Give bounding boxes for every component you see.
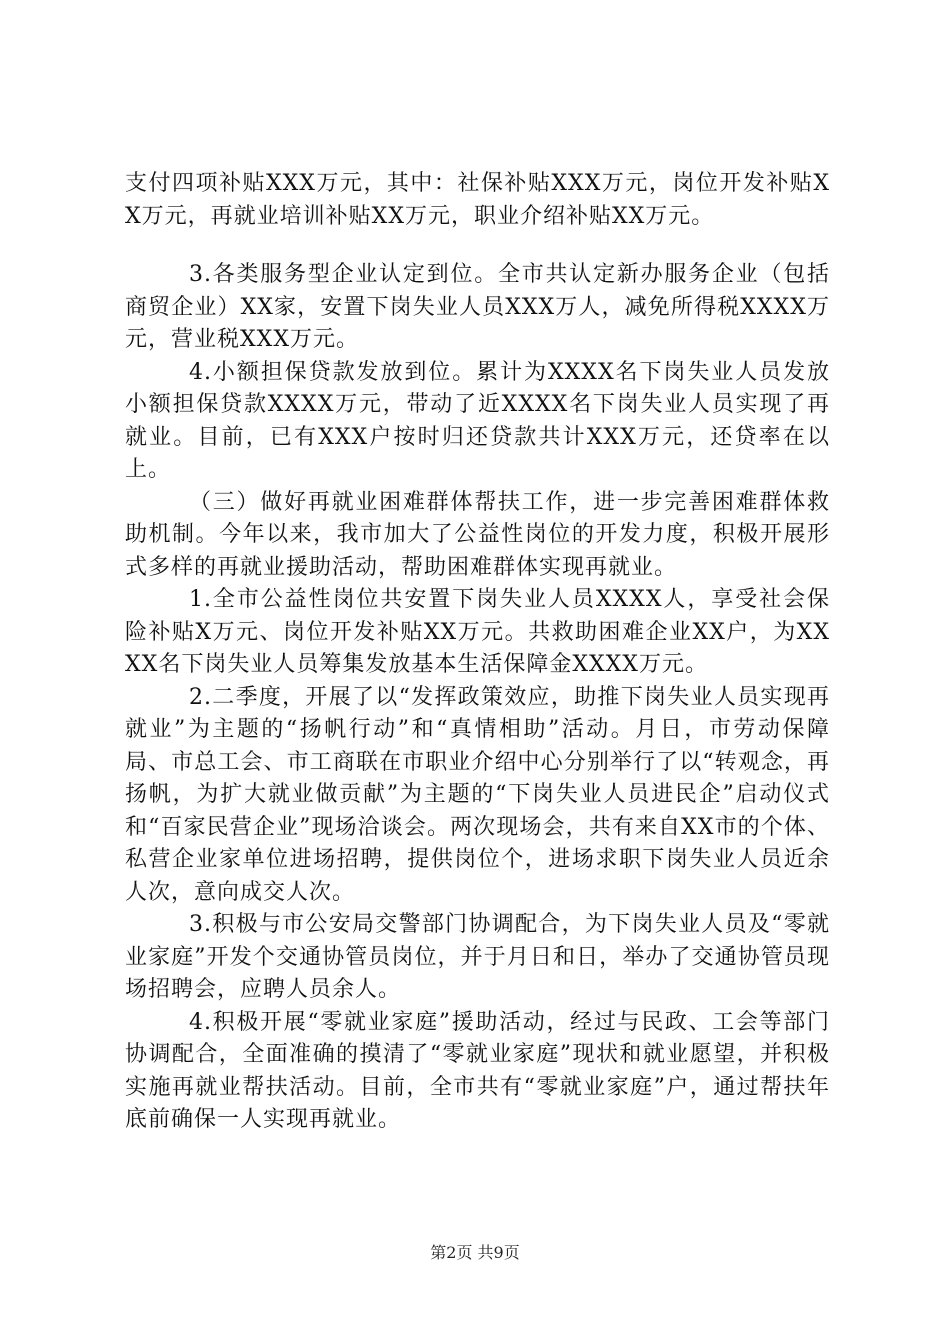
paragraph-second-quarter-activities: 2.二季度，开展了以“发挥政策效应，助推下岗失业人员实现再就业”为主题的“扬帆行动”和“真情相助”活动。月日，市劳动保障局、市总工会、市工商联在市职业介绍中心分别举行了以“转观念，再扬帆，为扩大就业做贡献”为主题的“下岗失业人员进民企”启动仪式和“百家民营企业”现场洽谈会。两次现场会，共有来自XX市的个体、私营企业家单位进场招聘，提供岗位个，进场求职下岗失业人员近余人次，意向成交人次。	[125, 684, 830, 905]
paragraph-zero-employment-families: 4.积极开展“零就业家庭”援助活动，经过与民政、工会等部门协调配合，全面准确的摸清了“零就业家庭”现状和就业愿望，并积极实施再就业帮扶活动。目前，全市共有“零就业家庭”户，通过帮扶年底前确保一人实现再就业。	[125, 1009, 830, 1132]
paragraph-subsidy-summary: 支付四项补贴XXX万元，其中：社保补贴XXX万元，岗位开发补贴XX万元，再就业培训补贴XX万元，职业介绍补贴XX万元。	[125, 171, 830, 229]
document-body	[125, 168, 830, 1137]
paragraph-public-welfare-posts: 1.全市公益性岗位共安置下岗失业人员XXXX人，享受社会保险补贴X万元、岗位开发补贴XX万元。共救助困难企业XX户，为XXXX名下岗失业人员筹集发放基本生活保障金XXXX万元。	[125, 587, 830, 677]
paragraph-section-three: （三）做好再就业困难群体帮扶工作，进一步完善困难群体救助机制。今年以来，我市加大了公益性岗位的开发力度，积极开展形式多样的再就业援助活动，帮助困难群体实现再就业。	[125, 489, 830, 580]
page-footer: 第2页 共9页	[430, 1243, 520, 1262]
paragraph-small-loans: 4.小额担保贷款发放到位。累计为XXXX名下岗失业人员发放小额担保贷款XXXX万元，带动了近XXXX名下岗失业人员实现了再就业。目前，已有XXX户按时归还贷款共计XXX万元，还贷率在以上。	[125, 359, 830, 482]
paragraph-service-enterprises: 3.各类服务型企业认定到位。全市共认定新办服务企业（包括商贸企业）XX家，安置下岗失业人员XXX万人，减免所得税XXXX万元，营业税XXX万元。	[125, 262, 830, 352]
paragraph-traffic-assistants: 3.积极与市公安局交警部门协调配合，为下岗失业人员及“零就业家庭”开发个交通协管员岗位，并于月日和日，举办了交通协管员现场招聘会，应聘人员余人。	[125, 912, 830, 1002]
